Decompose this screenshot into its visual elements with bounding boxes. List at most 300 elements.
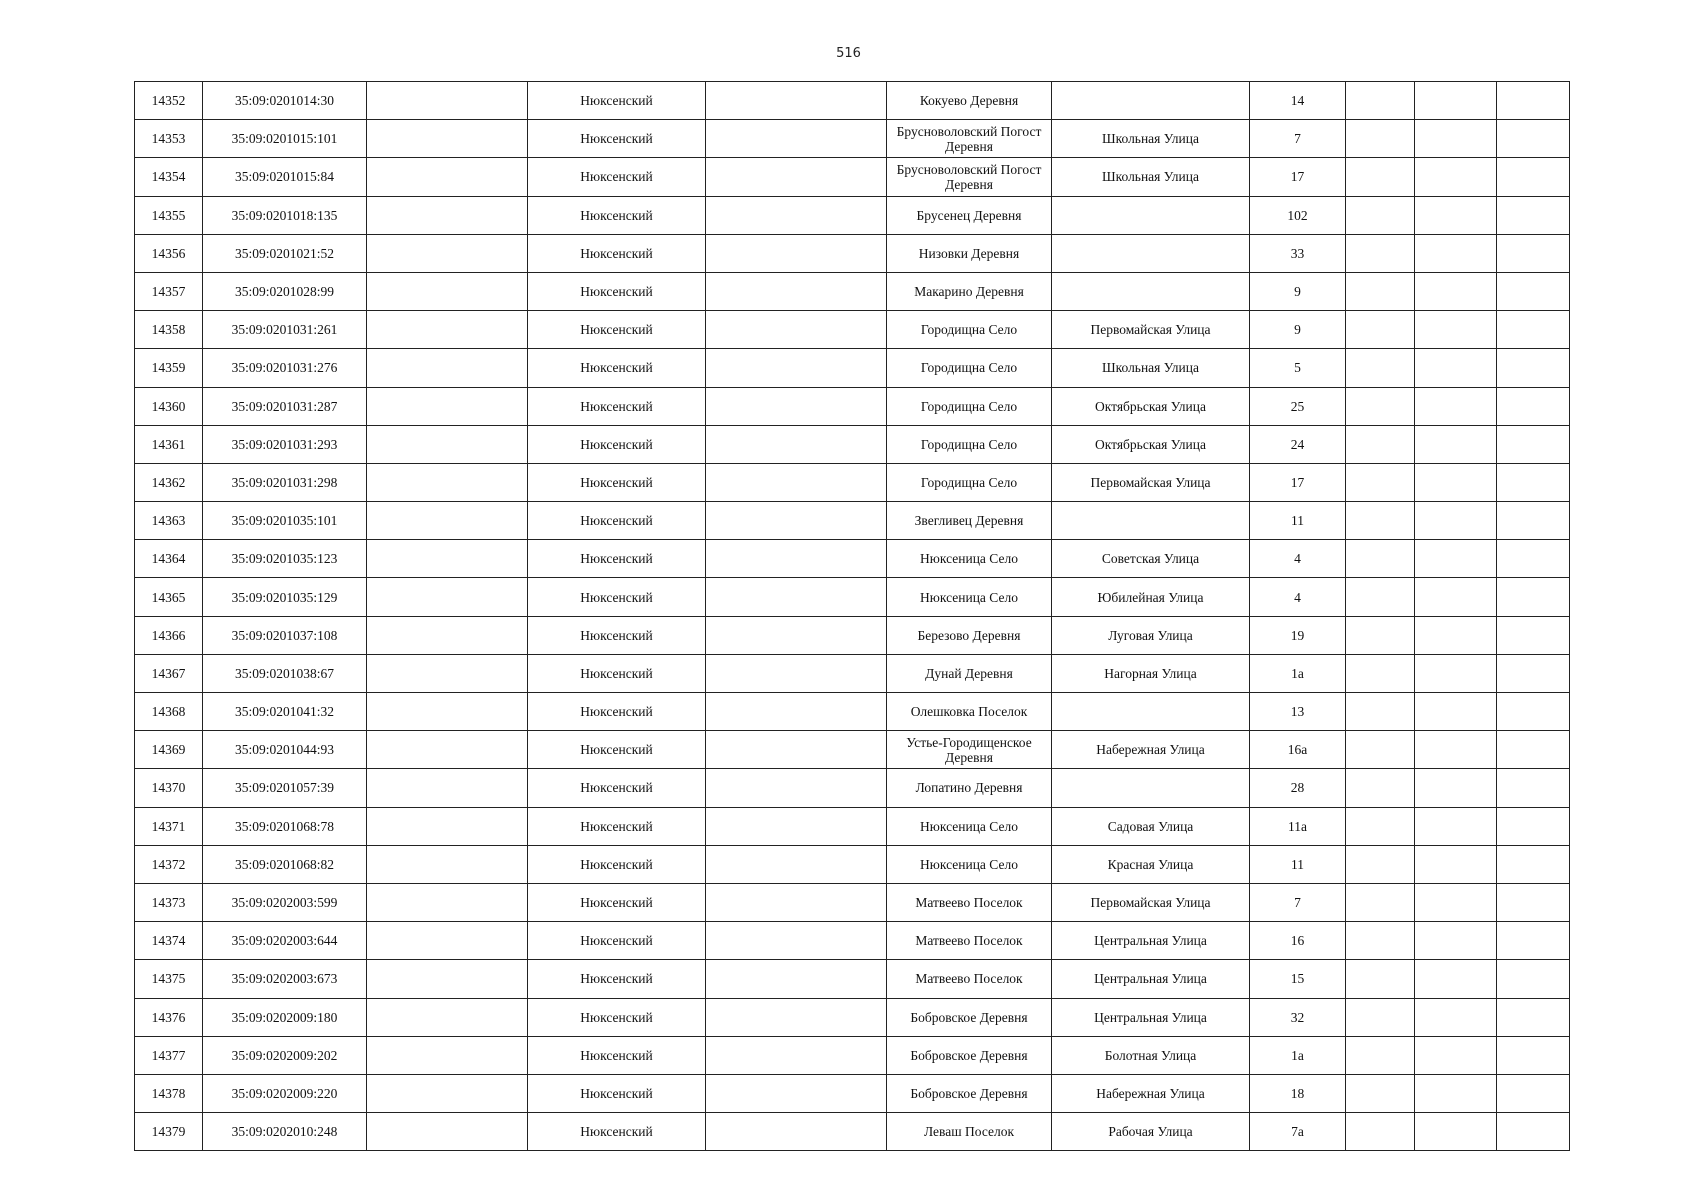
- street-cell: [1052, 272, 1250, 310]
- blank-cell-10: [1415, 883, 1497, 921]
- blank-cell-10: [1415, 654, 1497, 692]
- blank-cell-3: [367, 425, 528, 463]
- blank-cell-11: [1497, 196, 1570, 234]
- locality-cell: Нюксеница Село: [887, 845, 1052, 883]
- house-number-cell: 9: [1250, 272, 1346, 310]
- blank-cell-3: [367, 693, 528, 731]
- house-number-cell: 4: [1250, 578, 1346, 616]
- row-number-cell: 14371: [135, 807, 203, 845]
- blank-cell-10: [1415, 922, 1497, 960]
- blank-cell-10: [1415, 502, 1497, 540]
- street-cell: Набережная Улица: [1052, 731, 1250, 769]
- row-number-cell: 14368: [135, 693, 203, 731]
- blank-cell-11: [1497, 578, 1570, 616]
- cadastral-number-cell: 35:09:0201037:108: [203, 616, 367, 654]
- district-cell: Нюксенский: [528, 998, 706, 1036]
- locality-cell: Матвеево Поселок: [887, 960, 1052, 998]
- blank-cell-9: [1346, 922, 1415, 960]
- locality-cell: Низовки Деревня: [887, 234, 1052, 272]
- table-row: [135, 120, 1570, 158]
- blank-cell-3: [367, 922, 528, 960]
- blank-cell-9: [1346, 616, 1415, 654]
- cadastral-number-cell: 35:09:0202010:248: [203, 1113, 367, 1151]
- blank-cell-10: [1415, 196, 1497, 234]
- district-cell: Нюксенский: [528, 1074, 706, 1112]
- row-number-cell: 14369: [135, 731, 203, 769]
- house-number-cell: 16: [1250, 922, 1346, 960]
- locality-cell: Леваш Поселок: [887, 1113, 1052, 1151]
- blank-cell-3: [367, 82, 528, 120]
- table-row: [135, 654, 1570, 692]
- row-number-cell: 14352: [135, 82, 203, 120]
- district-cell: Нюксенский: [528, 120, 706, 158]
- street-cell: Луговая Улица: [1052, 616, 1250, 654]
- street-cell: [1052, 196, 1250, 234]
- house-number-cell: 17: [1250, 158, 1346, 196]
- blank-cell-9: [1346, 540, 1415, 578]
- blank-cell-5: [706, 234, 887, 272]
- locality-cell: Березово Деревня: [887, 616, 1052, 654]
- blank-cell-10: [1415, 1036, 1497, 1074]
- blank-cell-11: [1497, 960, 1570, 998]
- street-cell: Садовая Улица: [1052, 807, 1250, 845]
- cadastral-number-cell: 35:09:0201031:276: [203, 349, 367, 387]
- blank-cell-9: [1346, 693, 1415, 731]
- registry-table-body: [135, 82, 1570, 1151]
- blank-cell-11: [1497, 998, 1570, 1036]
- blank-cell-9: [1346, 463, 1415, 501]
- blank-cell-5: [706, 272, 887, 310]
- blank-cell-3: [367, 998, 528, 1036]
- house-number-cell: 11а: [1250, 807, 1346, 845]
- blank-cell-10: [1415, 158, 1497, 196]
- locality-cell: Нюксеница Село: [887, 807, 1052, 845]
- blank-cell-11: [1497, 120, 1570, 158]
- blank-cell-9: [1346, 158, 1415, 196]
- blank-cell-11: [1497, 311, 1570, 349]
- district-cell: Нюксенский: [528, 769, 706, 807]
- cadastral-number-cell: 35:09:0201068:78: [203, 807, 367, 845]
- blank-cell-11: [1497, 769, 1570, 807]
- blank-cell-9: [1346, 654, 1415, 692]
- blank-cell-5: [706, 120, 887, 158]
- street-cell: Юбилейная Улица: [1052, 578, 1250, 616]
- house-number-cell: 25: [1250, 387, 1346, 425]
- house-number-cell: 11: [1250, 845, 1346, 883]
- blank-cell-9: [1346, 960, 1415, 998]
- locality-cell: Городищна Село: [887, 425, 1052, 463]
- table-row: [135, 578, 1570, 616]
- row-number-cell: 14377: [135, 1036, 203, 1074]
- blank-cell-9: [1346, 502, 1415, 540]
- cadastral-number-cell: 35:09:0201041:32: [203, 693, 367, 731]
- row-number-cell: 14357: [135, 272, 203, 310]
- blank-cell-9: [1346, 1113, 1415, 1151]
- cadastral-number-cell: 35:09:0202003:644: [203, 922, 367, 960]
- house-number-cell: 28: [1250, 769, 1346, 807]
- blank-cell-9: [1346, 769, 1415, 807]
- table-row: [135, 845, 1570, 883]
- blank-cell-9: [1346, 1074, 1415, 1112]
- blank-cell-11: [1497, 158, 1570, 196]
- table-row: [135, 731, 1570, 769]
- table-row: [135, 616, 1570, 654]
- table-row: [135, 807, 1570, 845]
- blank-cell-11: [1497, 502, 1570, 540]
- table-row: [135, 1074, 1570, 1112]
- cadastral-number-cell: 35:09:0202009:180: [203, 998, 367, 1036]
- row-number-cell: 14376: [135, 998, 203, 1036]
- house-number-cell: 7а: [1250, 1113, 1346, 1151]
- district-cell: Нюксенский: [528, 616, 706, 654]
- blank-cell-10: [1415, 272, 1497, 310]
- table-row: [135, 82, 1570, 120]
- blank-cell-3: [367, 1036, 528, 1074]
- blank-cell-9: [1346, 845, 1415, 883]
- blank-cell-5: [706, 807, 887, 845]
- blank-cell-9: [1346, 120, 1415, 158]
- blank-cell-3: [367, 883, 528, 921]
- district-cell: Нюксенский: [528, 845, 706, 883]
- blank-cell-5: [706, 425, 887, 463]
- street-cell: Набережная Улица: [1052, 1074, 1250, 1112]
- locality-cell: Звегливец Деревня: [887, 502, 1052, 540]
- row-number-cell: 14374: [135, 922, 203, 960]
- table-row: [135, 158, 1570, 196]
- street-cell: Школьная Улица: [1052, 120, 1250, 158]
- blank-cell-11: [1497, 463, 1570, 501]
- street-cell: Октябрьская Улица: [1052, 387, 1250, 425]
- blank-cell-3: [367, 311, 528, 349]
- blank-cell-3: [367, 196, 528, 234]
- cadastral-number-cell: 35:09:0201028:99: [203, 272, 367, 310]
- locality-cell: Городищна Село: [887, 349, 1052, 387]
- street-cell: Центральная Улица: [1052, 998, 1250, 1036]
- house-number-cell: 33: [1250, 234, 1346, 272]
- blank-cell-11: [1497, 654, 1570, 692]
- blank-cell-10: [1415, 769, 1497, 807]
- locality-cell: Матвеево Поселок: [887, 883, 1052, 921]
- blank-cell-3: [367, 769, 528, 807]
- blank-cell-9: [1346, 807, 1415, 845]
- blank-cell-9: [1346, 425, 1415, 463]
- blank-cell-3: [367, 158, 528, 196]
- blank-cell-3: [367, 960, 528, 998]
- blank-cell-5: [706, 578, 887, 616]
- blank-cell-11: [1497, 349, 1570, 387]
- cadastral-number-cell: 35:09:0201031:293: [203, 425, 367, 463]
- blank-cell-5: [706, 883, 887, 921]
- blank-cell-5: [706, 616, 887, 654]
- blank-cell-11: [1497, 82, 1570, 120]
- blank-cell-5: [706, 387, 887, 425]
- table-row: [135, 311, 1570, 349]
- blank-cell-11: [1497, 807, 1570, 845]
- locality-cell: Нюксеница Село: [887, 540, 1052, 578]
- district-cell: Нюксенский: [528, 311, 706, 349]
- blank-cell-11: [1497, 234, 1570, 272]
- blank-cell-11: [1497, 272, 1570, 310]
- row-number-cell: 14354: [135, 158, 203, 196]
- blank-cell-3: [367, 654, 528, 692]
- row-number-cell: 14360: [135, 387, 203, 425]
- district-cell: Нюксенский: [528, 425, 706, 463]
- blank-cell-10: [1415, 731, 1497, 769]
- district-cell: Нюксенский: [528, 654, 706, 692]
- blank-cell-5: [706, 349, 887, 387]
- locality-cell: Дунай Деревня: [887, 654, 1052, 692]
- blank-cell-3: [367, 349, 528, 387]
- street-cell: [1052, 82, 1250, 120]
- district-cell: Нюксенский: [528, 82, 706, 120]
- table-row: [135, 693, 1570, 731]
- cadastral-number-cell: 35:09:0202009:202: [203, 1036, 367, 1074]
- blank-cell-11: [1497, 1113, 1570, 1151]
- row-number-cell: 14353: [135, 120, 203, 158]
- street-cell: Первомайская Улица: [1052, 883, 1250, 921]
- street-cell: Центральная Улица: [1052, 922, 1250, 960]
- blank-cell-5: [706, 196, 887, 234]
- locality-cell: Устье-Городищенское Деревня: [887, 731, 1052, 769]
- blank-cell-5: [706, 82, 887, 120]
- blank-cell-10: [1415, 616, 1497, 654]
- blank-cell-10: [1415, 1113, 1497, 1151]
- table-row: [135, 234, 1570, 272]
- blank-cell-5: [706, 463, 887, 501]
- district-cell: Нюксенский: [528, 349, 706, 387]
- street-cell: Школьная Улица: [1052, 158, 1250, 196]
- house-number-cell: 1а: [1250, 654, 1346, 692]
- house-number-cell: 19: [1250, 616, 1346, 654]
- street-cell: [1052, 502, 1250, 540]
- row-number-cell: 14372: [135, 845, 203, 883]
- blank-cell-11: [1497, 1036, 1570, 1074]
- row-number-cell: 14367: [135, 654, 203, 692]
- blank-cell-3: [367, 234, 528, 272]
- district-cell: Нюксенский: [528, 196, 706, 234]
- row-number-cell: 14363: [135, 502, 203, 540]
- district-cell: Нюксенский: [528, 731, 706, 769]
- locality-cell: Городищна Село: [887, 311, 1052, 349]
- blank-cell-9: [1346, 349, 1415, 387]
- blank-cell-3: [367, 845, 528, 883]
- blank-cell-5: [706, 731, 887, 769]
- cadastral-number-cell: 35:09:0201035:129: [203, 578, 367, 616]
- blank-cell-11: [1497, 1074, 1570, 1112]
- street-cell: Красная Улица: [1052, 845, 1250, 883]
- blank-cell-9: [1346, 731, 1415, 769]
- table-row: [135, 769, 1570, 807]
- cadastral-number-cell: 35:09:0202003:599: [203, 883, 367, 921]
- locality-cell: Кокуево Деревня: [887, 82, 1052, 120]
- blank-cell-3: [367, 616, 528, 654]
- row-number-cell: 14358: [135, 311, 203, 349]
- blank-cell-11: [1497, 883, 1570, 921]
- street-cell: Первомайская Улица: [1052, 463, 1250, 501]
- blank-cell-10: [1415, 349, 1497, 387]
- table-row: [135, 196, 1570, 234]
- locality-cell: Олешковка Поселок: [887, 693, 1052, 731]
- house-number-cell: 7: [1250, 883, 1346, 921]
- blank-cell-5: [706, 158, 887, 196]
- street-cell: [1052, 769, 1250, 807]
- blank-cell-10: [1415, 998, 1497, 1036]
- blank-cell-5: [706, 922, 887, 960]
- blank-cell-11: [1497, 731, 1570, 769]
- blank-cell-5: [706, 845, 887, 883]
- blank-cell-10: [1415, 234, 1497, 272]
- blank-cell-5: [706, 1036, 887, 1074]
- blank-cell-5: [706, 502, 887, 540]
- blank-cell-9: [1346, 998, 1415, 1036]
- locality-cell: Нюксеница Село: [887, 578, 1052, 616]
- blank-cell-10: [1415, 960, 1497, 998]
- locality-cell: Брусенец Деревня: [887, 196, 1052, 234]
- cadastral-number-cell: 35:09:0202003:673: [203, 960, 367, 998]
- cadastral-number-cell: 35:09:0201035:123: [203, 540, 367, 578]
- house-number-cell: 14: [1250, 82, 1346, 120]
- blank-cell-10: [1415, 425, 1497, 463]
- house-number-cell: 11: [1250, 502, 1346, 540]
- blank-cell-10: [1415, 1074, 1497, 1112]
- row-number-cell: 14373: [135, 883, 203, 921]
- district-cell: Нюксенский: [528, 502, 706, 540]
- blank-cell-9: [1346, 311, 1415, 349]
- street-cell: Первомайская Улица: [1052, 311, 1250, 349]
- district-cell: Нюксенский: [528, 922, 706, 960]
- blank-cell-11: [1497, 540, 1570, 578]
- blank-cell-10: [1415, 387, 1497, 425]
- street-cell: Центральная Улица: [1052, 960, 1250, 998]
- blank-cell-9: [1346, 578, 1415, 616]
- street-cell: Советская Улица: [1052, 540, 1250, 578]
- blank-cell-5: [706, 540, 887, 578]
- street-cell: Болотная Улица: [1052, 1036, 1250, 1074]
- blank-cell-5: [706, 769, 887, 807]
- blank-cell-10: [1415, 693, 1497, 731]
- blank-cell-3: [367, 540, 528, 578]
- blank-cell-11: [1497, 425, 1570, 463]
- blank-cell-10: [1415, 845, 1497, 883]
- cadastral-number-cell: 35:09:0201031:261: [203, 311, 367, 349]
- blank-cell-5: [706, 1113, 887, 1151]
- house-number-cell: 16а: [1250, 731, 1346, 769]
- blank-cell-11: [1497, 387, 1570, 425]
- table-row: [135, 922, 1570, 960]
- locality-cell: Бобровское Деревня: [887, 1036, 1052, 1074]
- blank-cell-3: [367, 502, 528, 540]
- cadastral-number-cell: 35:09:0201015:101: [203, 120, 367, 158]
- house-number-cell: 5: [1250, 349, 1346, 387]
- district-cell: Нюксенский: [528, 1036, 706, 1074]
- blank-cell-10: [1415, 82, 1497, 120]
- row-number-cell: 14379: [135, 1113, 203, 1151]
- row-number-cell: 14364: [135, 540, 203, 578]
- house-number-cell: 7: [1250, 120, 1346, 158]
- blank-cell-3: [367, 1074, 528, 1112]
- house-number-cell: 4: [1250, 540, 1346, 578]
- table-row: [135, 425, 1570, 463]
- table-row: [135, 540, 1570, 578]
- table-row: [135, 960, 1570, 998]
- blank-cell-3: [367, 387, 528, 425]
- blank-cell-10: [1415, 807, 1497, 845]
- cadastral-number-cell: 35:09:0201068:82: [203, 845, 367, 883]
- district-cell: Нюксенский: [528, 883, 706, 921]
- cadastral-number-cell: 35:09:0201031:298: [203, 463, 367, 501]
- blank-cell-3: [367, 1113, 528, 1151]
- blank-cell-5: [706, 960, 887, 998]
- blank-cell-11: [1497, 616, 1570, 654]
- locality-cell: Городищна Село: [887, 387, 1052, 425]
- table-row: [135, 1036, 1570, 1074]
- district-cell: Нюксенский: [528, 387, 706, 425]
- district-cell: Нюксенский: [528, 540, 706, 578]
- blank-cell-9: [1346, 883, 1415, 921]
- street-cell: Октябрьская Улица: [1052, 425, 1250, 463]
- table-row: [135, 883, 1570, 921]
- house-number-cell: 17: [1250, 463, 1346, 501]
- cadastral-number-cell: 35:09:0201015:84: [203, 158, 367, 196]
- district-cell: Нюксенский: [528, 693, 706, 731]
- blank-cell-11: [1497, 693, 1570, 731]
- table-row: [135, 272, 1570, 310]
- house-number-cell: 24: [1250, 425, 1346, 463]
- cadastral-number-cell: 35:09:0201044:93: [203, 731, 367, 769]
- blank-cell-11: [1497, 922, 1570, 960]
- blank-cell-3: [367, 272, 528, 310]
- street-cell: [1052, 693, 1250, 731]
- table-row: [135, 1113, 1570, 1151]
- locality-cell: Лопатино Деревня: [887, 769, 1052, 807]
- street-cell: [1052, 234, 1250, 272]
- table-row: [135, 387, 1570, 425]
- locality-cell: Брусноволовский Погост Деревня: [887, 158, 1052, 196]
- street-cell: Рабочая Улица: [1052, 1113, 1250, 1151]
- locality-cell: Макарино Деревня: [887, 272, 1052, 310]
- district-cell: Нюксенский: [528, 807, 706, 845]
- table-row: [135, 502, 1570, 540]
- blank-cell-9: [1346, 387, 1415, 425]
- locality-cell: Городищна Село: [887, 463, 1052, 501]
- cadastral-number-cell: 35:09:0201014:30: [203, 82, 367, 120]
- blank-cell-10: [1415, 311, 1497, 349]
- cadastral-number-cell: 35:09:0201038:67: [203, 654, 367, 692]
- district-cell: Нюксенский: [528, 960, 706, 998]
- blank-cell-9: [1346, 82, 1415, 120]
- blank-cell-11: [1497, 845, 1570, 883]
- registry-table: [134, 81, 1570, 1151]
- row-number-cell: 14355: [135, 196, 203, 234]
- locality-cell: Бобровское Деревня: [887, 998, 1052, 1036]
- blank-cell-10: [1415, 578, 1497, 616]
- blank-cell-9: [1346, 196, 1415, 234]
- blank-cell-9: [1346, 234, 1415, 272]
- row-number-cell: 14370: [135, 769, 203, 807]
- blank-cell-5: [706, 693, 887, 731]
- district-cell: Нюксенский: [528, 1113, 706, 1151]
- house-number-cell: 32: [1250, 998, 1346, 1036]
- district-cell: Нюксенский: [528, 463, 706, 501]
- row-number-cell: 14366: [135, 616, 203, 654]
- row-number-cell: 14375: [135, 960, 203, 998]
- blank-cell-3: [367, 578, 528, 616]
- house-number-cell: 15: [1250, 960, 1346, 998]
- blank-cell-10: [1415, 540, 1497, 578]
- table-row: [135, 463, 1570, 501]
- house-number-cell: 102: [1250, 196, 1346, 234]
- cadastral-number-cell: 35:09:0201031:287: [203, 387, 367, 425]
